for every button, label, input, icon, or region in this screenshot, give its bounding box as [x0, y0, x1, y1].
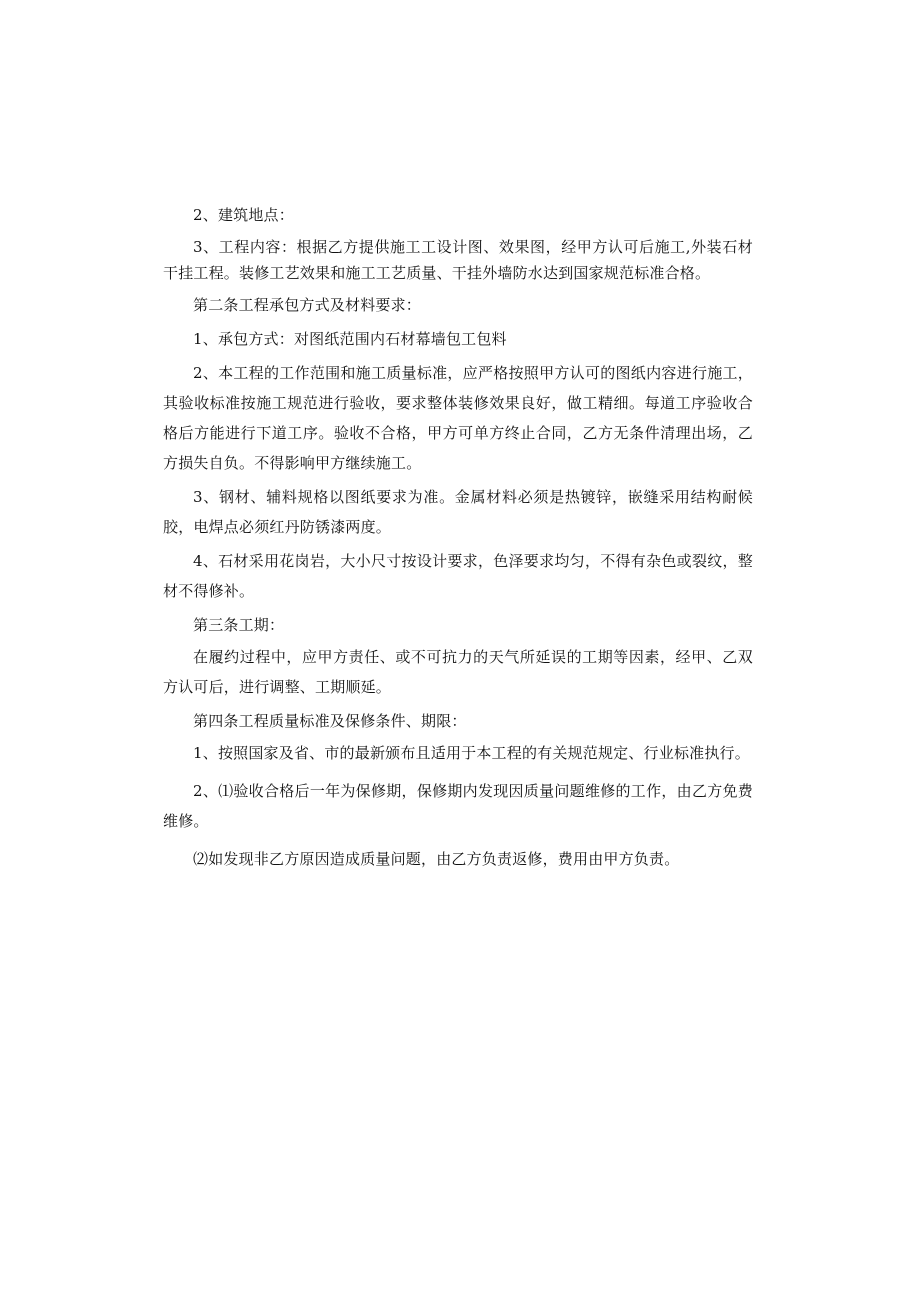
- paragraph-building-location: 2、建筑地点：: [193, 206, 294, 224]
- heading-article-3: 第三条工期：: [193, 616, 285, 634]
- paragraph-steel-materials: 3、钢材、辅料规格以图纸要求为准。金属材料必须是热镀锌，嵌缝采用结构耐候胶，电焊点必须红丹防锈漆两度。: [163, 488, 753, 536]
- paragraph-scope-quality: 2、本工程的工作范围和施工质量标准，应严格按照甲方认可的图纸内容进行施工，其验收标准按施工规范进行验收，要求整体装修效果良好，做工精细。每道工序验收合格后方能进行下道工序。验收不合格，甲方可单方终止合同，乙方无条件清理出场，乙方损失自负。不得影响甲方继续施工。: [163, 364, 753, 472]
- paragraph-warranty-exception: ⑵如发现非乙方原因造成质量问题，由乙方负责返修，费用由甲方负责。: [193, 850, 680, 868]
- paragraph-contract-method: 1、承包方式：对图纸范围内石材幕墙包工包料: [193, 330, 507, 348]
- paragraph-schedule-delay: 在履约过程中，应甲方责任、或不可抗力的天气所延误的工期等因素，经甲、乙双方认可后，进行调整、工期顺延。: [163, 648, 753, 696]
- heading-article-2: 第二条工程承包方式及材料要求：: [193, 296, 422, 314]
- heading-article-4: 第四条工程质量标准及保修条件、期限：: [193, 712, 467, 730]
- paragraph-warranty-period: 2、⑴验收合格后一年为保修期，保修期内发现因质量问题维修的工作，由乙方免费维修。: [163, 782, 753, 830]
- paragraph-stone-materials: 4、石材采用花岗岩，大小尺寸按设计要求，色泽要求均匀，不得有杂色或裂纹，整材不得修补。: [163, 552, 753, 600]
- paragraph-standards: 1、按照国家及省、市的最新颁布且适用于本工程的有关规范规定、行业标准执行。: [193, 744, 750, 762]
- document-body: [163, 200, 753, 876]
- paragraph-project-content: 3、工程内容：根据乙方提供施工工设计图、效果图，经甲方认可后施工,外装石材干挂工程。装修工艺效果和施工工艺质量、干挂外墙防水达到国家规范标准合格。: [163, 238, 753, 282]
